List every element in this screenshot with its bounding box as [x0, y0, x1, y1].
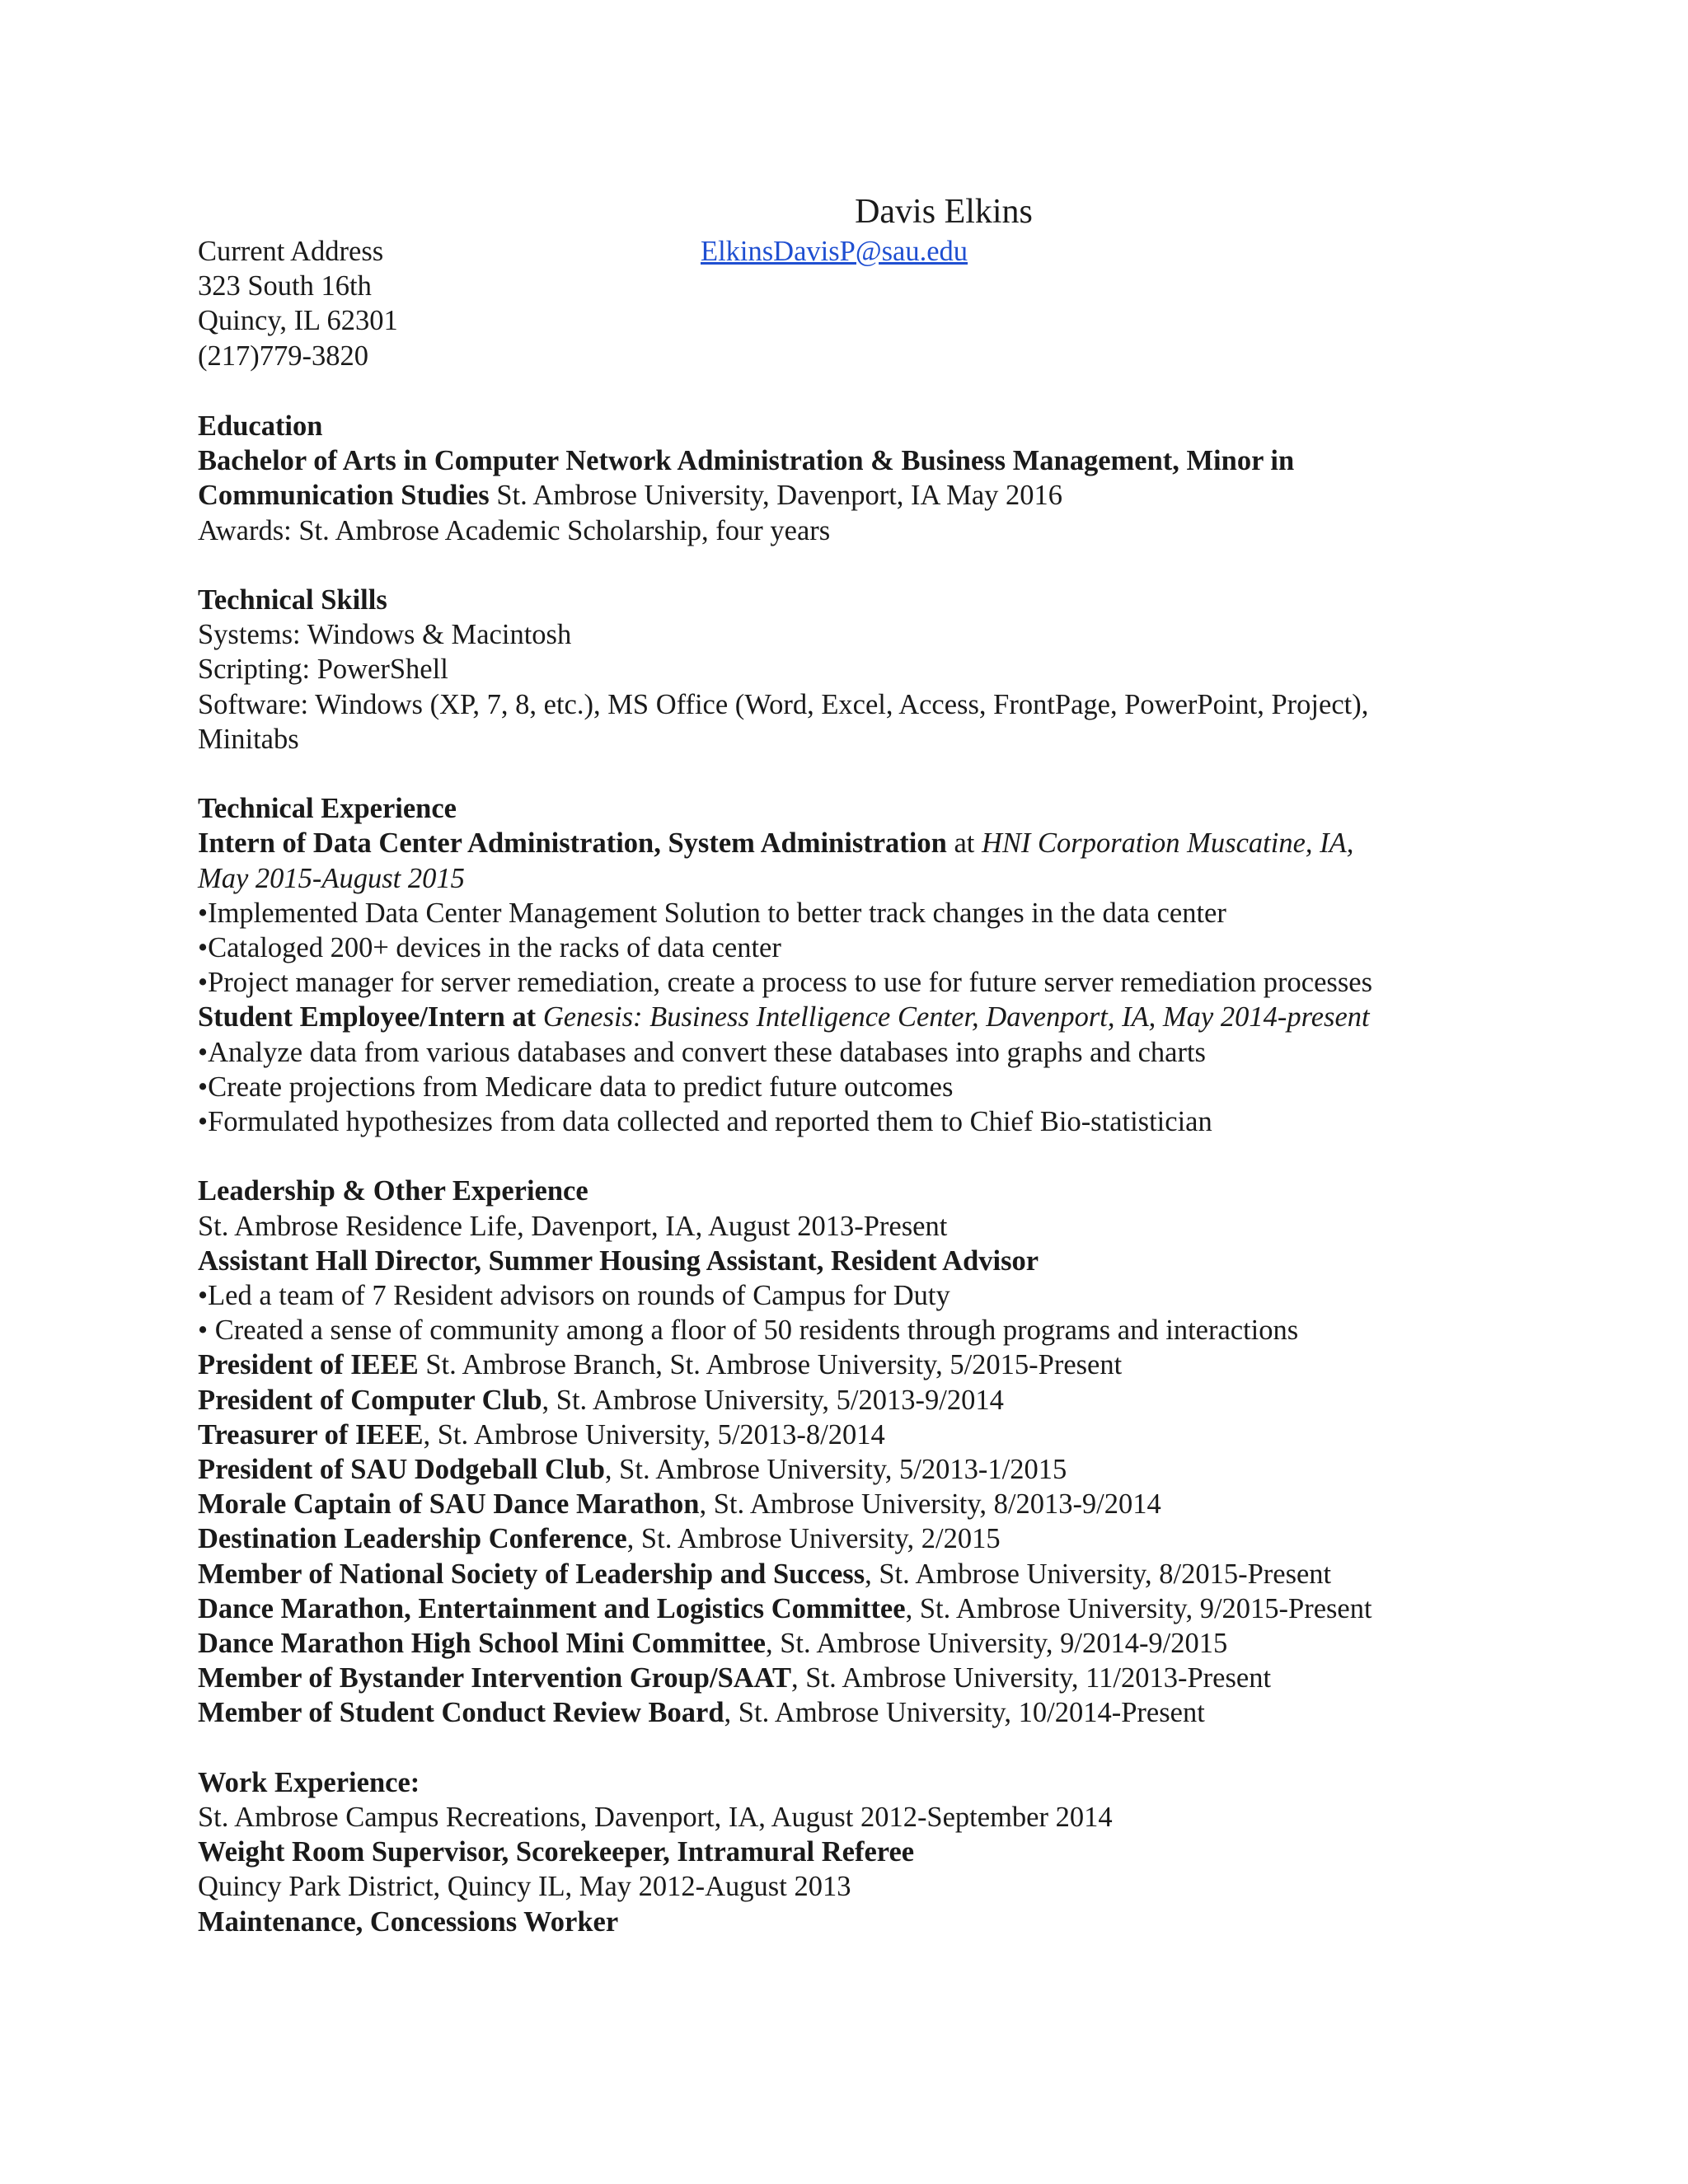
leadership-item [198, 1591, 1517, 1626]
awards-line: Awards: St. Ambrose Academic Scholarship, four years [198, 514, 831, 546]
tech-experience-heading: Technical Experience [198, 793, 457, 825]
leadership-item-title: Member of Student Conduct Review Board [198, 1697, 724, 1729]
leadership-item-detail: , St. Ambrose University, 5/2013-1/2015 [604, 1454, 1067, 1486]
degree-school: St. Ambrose University, Davenport, IA May 2016 [489, 480, 1063, 512]
job1-title: Intern of Data Center Administration, System Administration [198, 827, 947, 860]
leadership-bullet: • Created a sense of community among a floor of 50 residents through programs and interactions [198, 1315, 1299, 1347]
job2-bullet: •Create projections from Medicare data to predict future outcomes [198, 1071, 954, 1103]
skills-software: Software: Windows (XP, 7, 8, etc.), MS Office (Word, Excel, Access, FrontPage, PowerPoint, Project), [198, 688, 1369, 720]
leadership-item-detail: , St. Ambrose University, 11/2013-Present [791, 1662, 1272, 1694]
skills-scripting: Scripting: PowerShell [198, 654, 448, 686]
leadership-item-detail: St. Ambrose Branch, St. Ambrose University, 5/2015-Present [418, 1349, 1123, 1381]
leadership-item [198, 1452, 1517, 1487]
job2-line [198, 1000, 1517, 1034]
leadership-item-detail: , St. Ambrose University, 10/2014-Present [724, 1697, 1205, 1729]
skills-heading: Technical Skills [198, 584, 387, 616]
leadership-item-detail: , St. Ambrose University, 9/2015-Present [905, 1592, 1372, 1624]
leadership-item-detail: , St. Ambrose University, 2/2015 [626, 1523, 1001, 1555]
section-gap [198, 1731, 1517, 1765]
phone-number: (217)779-3820 [198, 340, 368, 372]
section-gap [198, 757, 1517, 791]
degree-minor: Communication Studies [198, 480, 490, 512]
leadership-bullet: •Led a team of 7 Resident advisors on rounds of Campus for Duty [198, 1280, 950, 1312]
work-org-1: St. Ambrose Campus Recreations, Davenport, IA, August 2012-September 2014 [198, 1802, 1113, 1834]
leadership-item-title: President of Computer Club [198, 1384, 542, 1416]
leadership-item [198, 1557, 1517, 1591]
work-heading: Work Experience: [198, 1766, 420, 1798]
leadership-item-detail: , St. Ambrose University, 5/2013-8/2014 [423, 1418, 885, 1451]
skills-systems: Systems: Windows & Macintosh [198, 619, 572, 651]
leadership-item-title: President of SAU Dodgeball Club [198, 1454, 605, 1486]
email-link[interactable]: ElkinsDavisP@sau.edu [701, 236, 968, 267]
leadership-item [198, 1347, 1517, 1382]
job1-bullet: •Implemented Data Center Management Solution to better track changes in the data center [198, 897, 1226, 929]
leadership-item-title: Morale Captain of SAU Dance Marathon [198, 1488, 700, 1521]
leadership-item-detail: , St. Ambrose University, 8/2015-Present [865, 1558, 1332, 1590]
leadership-item-title: Treasurer of IEEE [198, 1418, 424, 1451]
address-city: Quincy, IL 62301 [198, 305, 398, 337]
residence-life-line: St. Ambrose Residence Life, Davenport, IA, August 2013-Present [198, 1210, 948, 1242]
leadership-item-title: Destination Leadership Conference [198, 1523, 627, 1555]
section-gap [198, 1139, 1517, 1174]
leadership-item-title: Member of Bystander Intervention Group/SAAT [198, 1662, 792, 1694]
leadership-heading: Leadership & Other Experience [198, 1175, 588, 1207]
job1-line [198, 826, 1517, 860]
leadership-item [198, 1626, 1517, 1661]
leadership-item [198, 1695, 1517, 1730]
leadership-item [198, 1661, 1517, 1695]
leadership-item-title: Dance Marathon, Entertainment and Logistics Committee [198, 1592, 906, 1624]
degree-line-1: Bachelor of Arts in Computer Network Administration & Business Management, Minor in [198, 445, 1295, 477]
job2-bullet: •Formulated hypothesizes from data collected and reported them to Chief Bio-statistician [198, 1106, 1212, 1138]
work-roles-2: Maintenance, Concessions Worker [198, 1905, 619, 1938]
leadership-item-title: Member of National Society of Leadership and Success [198, 1558, 865, 1590]
job1-at: at [946, 827, 982, 860]
leadership-item-title: Dance Marathon High School Mini Committee [198, 1628, 766, 1660]
address-label: Current Address [198, 236, 384, 267]
section-gap [198, 548, 1517, 583]
skills-software-cont: Minitabs [198, 723, 299, 755]
contact-block [198, 234, 398, 373]
job1-dates: May 2015-August 2015 [198, 862, 465, 894]
job2-org: Genesis: Business Intelligence Center, Davenport, IA, May 2014-present [536, 1001, 1370, 1033]
education-heading: Education [198, 410, 323, 442]
leadership-item [198, 1521, 1517, 1556]
work-roles-1: Weight Room Supervisor, Scorekeeper, Intramural Referee [198, 1836, 915, 1868]
work-org-2: Quincy Park District, Quincy IL, May 2012-August 2013 [198, 1871, 851, 1903]
job2-title: Student Employee/Intern at [198, 1001, 537, 1033]
residence-life-roles: Assistant Hall Director, Summer Housing Assistant, Resident Advisor [198, 1244, 1039, 1277]
leadership-item [198, 1487, 1517, 1521]
resume-body [198, 409, 1517, 1939]
leadership-item-detail: , St. Ambrose University, 9/2014-9/2015 [765, 1628, 1228, 1660]
leadership-item [198, 1418, 1517, 1452]
job1-bullet: •Cataloged 200+ devices in the racks of data center [198, 932, 781, 964]
job2-bullet: •Analyze data from various databases and convert these databases into graphs and charts [198, 1036, 1206, 1068]
job1-bullet: •Project manager for server remediation, create a process to use for future server remediation processes [198, 967, 1372, 999]
degree-line-2 [198, 478, 1517, 513]
leadership-item-detail: , St. Ambrose University, 5/2013-9/2014 [542, 1384, 1004, 1416]
leadership-item [198, 1383, 1517, 1418]
leadership-item-detail: , St. Ambrose University, 8/2013-9/2014 [699, 1488, 1161, 1521]
job1-org: HNI Corporation Muscatine, IA, [981, 827, 1354, 860]
applicant-name: Davis Elkins [855, 193, 1033, 231]
leadership-item-title: President of IEEE [198, 1349, 419, 1381]
address-street: 323 South 16th [198, 270, 372, 302]
